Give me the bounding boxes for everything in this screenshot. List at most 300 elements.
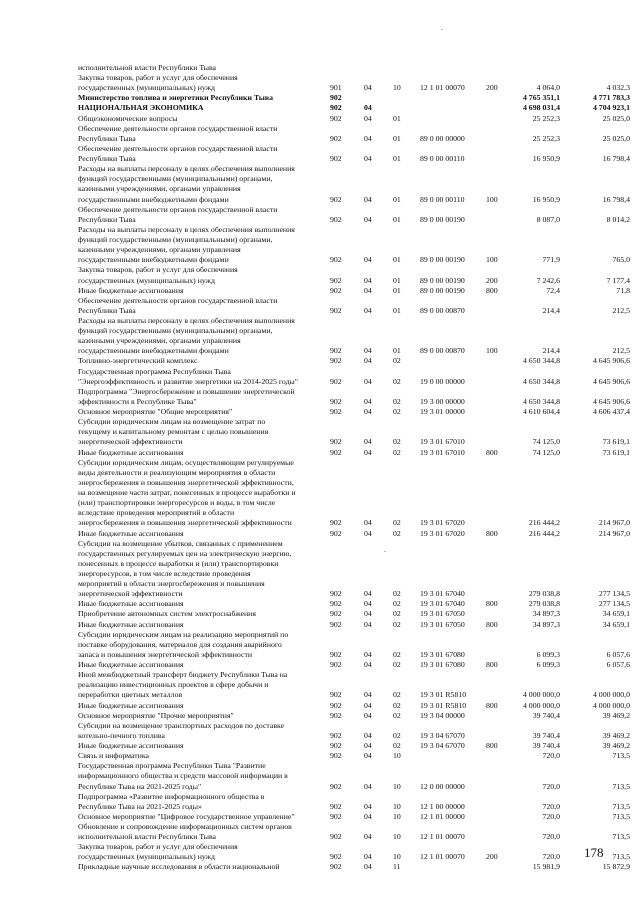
row-name: на возмещение части затрат, понесенных в процессе выработки и — [78, 488, 296, 498]
row-section: 04 — [364, 690, 372, 700]
row-name: Иные бюджетные ассигнования — [78, 619, 184, 629]
row-name: реализацию инвестиционных проектов в сфере добычи и — [78, 680, 269, 690]
row-target-article: 12 0 00 00000 — [420, 781, 465, 791]
row-sum-first: 279 038,8 — [528, 589, 560, 599]
row-subsection: 01 — [393, 255, 401, 265]
row-sum-second: 39 469,2 — [602, 710, 630, 720]
row-expense-type: 100 — [486, 194, 498, 204]
row-target-article: 89 0 00 00110 — [420, 194, 465, 204]
row-sum-first: 4 000 000,0 — [522, 690, 560, 700]
row-section: 04 — [364, 214, 372, 224]
row-name: Приобретение автономных систем электроснабжения — [78, 609, 256, 619]
row-name: Подпрограмма «Развитие информационного общества в — [78, 791, 265, 801]
row-name: энергосбережения и повышения энергетической эффективности — [78, 518, 292, 528]
row-sum-first: 74 125,0 — [532, 437, 560, 447]
row-expense-type: 200 — [486, 275, 498, 285]
row-sum-first: 720,0 — [542, 801, 560, 811]
row-name: Субсидии юридическим лицам на реализацию мероприятий по — [78, 629, 289, 639]
row-subsection: 01 — [393, 113, 401, 123]
row-sum-second: 73 619,1 — [602, 437, 630, 447]
row-ved: 902 — [330, 528, 342, 538]
table-row — [0, 862, 640, 874]
row-name: мероприятий в области энергосбережения и повышения — [78, 579, 265, 589]
row-target-article: 89 0 00 00870 — [420, 305, 465, 315]
row-expense-type: 800 — [486, 285, 498, 295]
row-sum-first: 34 897,3 — [532, 619, 560, 629]
row-sum-second: 713,5 — [612, 781, 630, 791]
row-name: "Энергоэффективность и развитие энергетики на 2014-2025 годы" — [78, 376, 298, 386]
row-sum-second: 713,5 — [612, 801, 630, 811]
row-sum-second: 713,5 — [612, 811, 630, 821]
row-name: эффективности в Республике Тыва" — [78, 396, 197, 406]
row-sum-first: 16 950,9 — [532, 194, 560, 204]
row-target-article: 89 0 00 00190 — [420, 285, 465, 295]
row-ved: 902 — [330, 619, 342, 629]
row-sum-second: 71,8 — [616, 285, 630, 295]
row-name: Субсидии юридическим лицам, осуществляющим регулируемые — [78, 457, 294, 467]
row-name: функций государственными (муниципальными) органами, — [78, 235, 273, 245]
row-ved: 902 — [330, 407, 342, 417]
row-name: Субсидии на возмещение убытков, связанных с применением — [78, 538, 283, 548]
row-subsection: 02 — [393, 599, 401, 609]
row-sum-second: 713,5 — [612, 751, 630, 761]
row-target-article: 19 3 04 00000 — [420, 710, 465, 720]
row-ved: 902 — [330, 194, 342, 204]
row-name: Обновление и сопровождение информационных систем органов — [78, 822, 292, 831]
row-subsection: 02 — [393, 710, 401, 720]
row-subsection: 11 — [393, 862, 401, 872]
row-sum-first: 39 740,4 — [532, 710, 560, 720]
row-ved: 902 — [330, 781, 342, 791]
row-target-article: 19 3 01 R5810 — [420, 700, 467, 710]
scan-speck — [384, 551, 386, 552]
row-sum-second: 277 134,5 — [598, 589, 630, 599]
row-subsection: 02 — [393, 376, 401, 386]
row-ved: 902 — [330, 710, 342, 720]
row-sum-first: 4 650 344,8 — [522, 356, 560, 366]
row-name: Расходы на выплаты персоналу в целях обеспечения выполнения — [78, 164, 295, 174]
row-sum-second: 73 619,1 — [602, 447, 630, 457]
row-target-article: 19 3 00 00000 — [420, 396, 465, 406]
row-ved: 901 — [330, 83, 342, 93]
row-section: 04 — [364, 649, 372, 659]
row-target-article: 19 3 04 67070 — [420, 741, 465, 751]
row-ved: 902 — [330, 609, 342, 619]
row-section: 04 — [364, 751, 372, 761]
row-name: энергетической эффективности — [78, 589, 183, 599]
row-ved: 902 — [330, 852, 342, 862]
row-section: 04 — [364, 589, 372, 599]
row-sum-first: 771,9 — [542, 255, 560, 265]
row-name: Иные бюджетные ассигнования — [78, 528, 184, 538]
row-sum-first: 720,0 — [542, 832, 560, 842]
row-name: Субсидии юридическим лицам на возмещение затрат по — [78, 417, 266, 427]
row-target-article: 19 3 01 67080 — [420, 649, 465, 659]
row-expense-type: 100 — [486, 346, 498, 356]
row-target-article: 12 1 01 00070 — [420, 852, 465, 862]
row-target-article: 89 0 00 00190 — [420, 214, 465, 224]
row-sum-second: 16 798,4 — [602, 154, 630, 164]
row-name: Прикладные научные исследования в области национальной — [78, 862, 280, 872]
row-sum-first: 4 610 604,4 — [522, 407, 560, 417]
row-subsection: 02 — [393, 619, 401, 629]
row-ved: 902 — [330, 437, 342, 447]
row-subsection: 10 — [393, 781, 401, 791]
row-name: Республики Тыва — [78, 305, 136, 315]
row-name: казенными учреждениями, органами управления — [78, 336, 241, 346]
row-ved: 902 — [330, 103, 342, 113]
row-subsection: 01 — [393, 214, 401, 224]
row-sum-first: 7 242,6 — [536, 275, 560, 285]
row-name: НАЦИОНАЛЬНАЯ ЭКОНОМИКА — [78, 103, 204, 113]
row-target-article: 19 3 01 67080 — [420, 660, 465, 670]
row-section: 04 — [364, 356, 372, 366]
row-target-article: 12 1 01 00070 — [420, 83, 465, 93]
row-section: 04 — [364, 811, 372, 821]
row-sum-second: 277 134,5 — [598, 599, 630, 609]
row-name: поставке оборудования, материалов для создания аварийного — [78, 639, 282, 649]
row-ved: 902 — [330, 356, 342, 366]
row-name: государственных (муниципальных) нужд — [78, 275, 216, 285]
row-sum-first: 720,0 — [542, 811, 560, 821]
row-name: понесенных в процессе выработки и (или) транспортировки — [78, 558, 279, 568]
row-name: котельно-печного топлива — [78, 730, 165, 740]
row-section: 04 — [364, 619, 372, 629]
row-sum-second: 8 014,2 — [606, 214, 630, 224]
row-subsection: 02 — [393, 660, 401, 670]
row-ved: 902 — [330, 214, 342, 224]
row-name: переработки цветных металлов — [78, 690, 183, 700]
row-ved: 902 — [330, 93, 342, 103]
row-expense-type: 100 — [486, 255, 498, 265]
row-sum-first: 216 444,2 — [528, 528, 560, 538]
row-target-article: 19 3 01 67040 — [420, 599, 465, 609]
row-ved: 902 — [330, 447, 342, 457]
row-sum-second: 39 469,2 — [602, 741, 630, 751]
row-sum-second: 713,5 — [612, 832, 630, 842]
row-subsection: 02 — [393, 700, 401, 710]
row-section: 04 — [364, 346, 372, 356]
row-target-article: 19 3 01 67050 — [420, 619, 465, 629]
row-target-article: 12 1 01 00000 — [420, 811, 465, 821]
row-expense-type: 800 — [486, 599, 498, 609]
row-section: 04 — [364, 113, 372, 123]
row-name: функций государственными (муниципальными) органами, — [78, 174, 273, 184]
row-target-article: 19 3 04 67070 — [420, 730, 465, 740]
row-sum-first: 214,4 — [542, 346, 560, 356]
row-name: Иные бюджетные ассигнования — [78, 660, 184, 670]
row-name: запаса и повышения энергетической эффективности — [78, 649, 253, 659]
row-sum-second: 214 967,0 — [598, 528, 630, 538]
row-section: 04 — [364, 599, 372, 609]
row-name: Расходы на выплаты персоналу в целях обеспечения выполнения — [78, 316, 295, 325]
row-subsection: 10 — [393, 852, 401, 862]
row-section: 04 — [364, 305, 372, 315]
row-sum-second: 34 659,1 — [602, 619, 630, 629]
row-sum-second: 4 000 000,0 — [592, 700, 630, 710]
row-sum-second: 4 645 906,6 — [592, 376, 630, 386]
row-name: функций государственными (муниципальными) органами, — [78, 326, 273, 336]
row-section: 04 — [364, 83, 372, 93]
row-name: Иные бюджетные ассигнования — [78, 285, 184, 295]
row-sum-first: 15 981,9 — [532, 862, 560, 872]
row-target-article: 19 0 00 00000 — [420, 376, 465, 386]
row-section: 04 — [364, 730, 372, 740]
row-name: (или) транспортировки энергоресурсов и воды, в том числе — [78, 498, 276, 508]
row-expense-type: 800 — [486, 447, 498, 457]
row-sum-first: 720,0 — [542, 751, 560, 761]
row-name: государственных регулируемых цен на электрическую энергию, — [78, 548, 292, 558]
row-expense-type: 800 — [486, 700, 498, 710]
row-name: Республики Тыва — [78, 214, 136, 224]
row-section: 04 — [364, 852, 372, 862]
row-subsection: 02 — [393, 396, 401, 406]
row-ved: 902 — [330, 730, 342, 740]
row-subsection: 01 — [393, 275, 401, 285]
row-name: Подпрограмма "Энергосбережение и повышение энергетической — [78, 386, 295, 396]
row-target-article: 19 3 01 67050 — [420, 609, 465, 619]
row-name: государственными внебюджетными фондами — [78, 255, 229, 265]
row-sum-second: 4 000 000,0 — [592, 690, 630, 700]
row-sum-first: 4 650 344,8 — [522, 376, 560, 386]
row-sum-second: 4 645 906,6 — [592, 396, 630, 406]
row-subsection: 02 — [393, 518, 401, 528]
row-target-article: 19 3 01 67020 — [420, 518, 465, 528]
scan-speck — [441, 29, 443, 30]
row-sum-first: 39 740,4 — [532, 730, 560, 740]
row-sum-second: 4 771 783,3 — [592, 93, 630, 103]
row-sum-first: 4 000 000,0 — [522, 700, 560, 710]
row-ved: 902 — [330, 599, 342, 609]
row-section: 04 — [364, 862, 372, 872]
row-section: 04 — [364, 781, 372, 791]
row-subsection: 01 — [393, 154, 401, 164]
row-name: Закупка товаров, работ и услуг для обеспечения — [78, 73, 238, 83]
row-ved: 902 — [330, 741, 342, 751]
row-ved: 902 — [330, 285, 342, 295]
row-name: Закупка товаров, работ и услуг для обеспечения — [78, 265, 238, 275]
row-sum-second: 212,5 — [612, 305, 630, 315]
row-name: Связь и информатика — [78, 751, 149, 761]
row-sum-first: 25 252,3 — [532, 113, 560, 123]
row-section: 04 — [364, 255, 372, 265]
row-subsection: 01 — [393, 194, 401, 204]
row-name: вследствие проведения мероприятий в области — [78, 508, 235, 518]
row-subsection: 10 — [393, 751, 401, 761]
row-section: 04 — [364, 407, 372, 417]
row-target-article: 89 0 00 00190 — [420, 275, 465, 285]
row-target-article: 89 0 00 00190 — [420, 255, 465, 265]
row-section: 04 — [364, 447, 372, 457]
row-expense-type: 800 — [486, 660, 498, 670]
row-section: 04 — [364, 700, 372, 710]
row-sum-first: 6 099,3 — [536, 660, 560, 670]
row-ved: 902 — [330, 751, 342, 761]
row-name: Основное мероприятие "Прочие мероприятия" — [78, 710, 234, 720]
row-sum-second: 25 025,0 — [602, 133, 630, 143]
row-section: 04 — [364, 660, 372, 670]
row-name: Обеспечение деятельности органов государственной власти — [78, 204, 278, 214]
row-section: 04 — [364, 396, 372, 406]
row-section: 04 — [364, 741, 372, 751]
row-expense-type: 200 — [486, 852, 498, 862]
row-target-article: 12 1 01 00070 — [420, 832, 465, 842]
row-sum-second: 4 645 906,6 — [592, 356, 630, 366]
row-name: Основное мероприятие "Цифровое государственное управление" — [78, 811, 295, 821]
row-name: информационного общества и средств массовой информации в — [78, 771, 288, 781]
row-section: 04 — [364, 609, 372, 619]
row-section: 04 — [364, 275, 372, 285]
row-sum-second: 15 872,9 — [602, 862, 630, 872]
row-ved: 902 — [330, 275, 342, 285]
row-name: государственных (муниципальных) нужд — [78, 852, 216, 862]
row-target-article: 19 3 01 R5810 — [420, 690, 467, 700]
row-name: Республике Тыва на 2021-2025 годы» — [78, 801, 202, 811]
row-subsection: 10 — [393, 801, 401, 811]
row-target-article: 12 1 00 00000 — [420, 801, 465, 811]
row-ved: 902 — [330, 113, 342, 123]
row-name: Обеспечение деятельности органов государственной власти — [78, 295, 278, 305]
row-target-article: 89 0 00 00000 — [420, 133, 465, 143]
row-subsection: 02 — [393, 528, 401, 538]
row-ved: 902 — [330, 133, 342, 143]
row-sum-first: 4 765 351,1 — [522, 93, 560, 103]
row-ved: 902 — [330, 154, 342, 164]
row-sum-second: 6 057,6 — [606, 649, 630, 659]
row-subsection: 10 — [393, 832, 401, 842]
row-sum-second: 212,5 — [612, 346, 630, 356]
row-section: 04 — [364, 437, 372, 447]
row-ved: 902 — [330, 862, 342, 872]
row-section: 04 — [364, 801, 372, 811]
row-name: казенными учреждениями, органами управления — [78, 245, 241, 255]
row-expense-type: 800 — [486, 741, 498, 751]
row-sum-first: 39 740,4 — [532, 741, 560, 751]
row-section: 04 — [364, 832, 372, 842]
row-target-article: 19 3 01 67010 — [420, 447, 465, 457]
row-sum-second: 39 469,2 — [602, 730, 630, 740]
row-name: Республики Тыва — [78, 154, 136, 164]
row-subsection: 02 — [393, 690, 401, 700]
row-sum-first: 4 064,0 — [536, 83, 560, 93]
row-subsection: 02 — [393, 356, 401, 366]
row-section: 04 — [364, 133, 372, 143]
row-name: текущему и капитальному ремонтам с целью повышения — [78, 427, 269, 437]
row-sum-second: 7 177,4 — [606, 275, 630, 285]
row-sum-second: 6 057,6 — [606, 660, 630, 670]
row-ved: 902 — [330, 589, 342, 599]
row-name: Топливно-энергетический комплекс — [78, 356, 198, 366]
row-name: Общеэкономические вопросы — [78, 113, 178, 123]
row-ved: 902 — [330, 396, 342, 406]
row-subsection: 01 — [393, 133, 401, 143]
row-target-article: 89 0 00 00870 — [420, 346, 465, 356]
row-subsection: 01 — [393, 346, 401, 356]
row-subsection: 02 — [393, 407, 401, 417]
row-ved: 902 — [330, 700, 342, 710]
row-sum-second: 25 025,0 — [602, 113, 630, 123]
row-ved: 902 — [330, 660, 342, 670]
row-name: Иные бюджетные ассигнования — [78, 741, 184, 751]
row-name: энергосбережения и повышения энергетической эффективности, — [78, 477, 294, 487]
row-sum-first: 216 444,2 — [528, 518, 560, 528]
row-ved: 902 — [330, 811, 342, 821]
row-sum-first: 6 099,3 — [536, 649, 560, 659]
row-subsection: 02 — [393, 609, 401, 619]
row-name: Государственная программа Республики Тыва — [78, 366, 231, 376]
row-name: Основное мероприятие "Общие мероприятия" — [78, 407, 233, 417]
row-name: Республике Тыва на 2021-2025 годы" — [78, 781, 202, 791]
row-name: государственными внебюджетными фондами — [78, 194, 229, 204]
row-sum-first: 4 650 344,8 — [522, 396, 560, 406]
row-subsection: 01 — [393, 285, 401, 295]
row-sum-first: 8 087,0 — [536, 214, 560, 224]
row-section: 04 — [364, 518, 372, 528]
row-subsection: 10 — [393, 83, 401, 93]
row-section: 04 — [364, 103, 372, 113]
row-ved: 902 — [330, 649, 342, 659]
row-name: исполнительной власти Республики Тыва — [78, 832, 216, 842]
row-name: Обеспечение деятельности органов государственной власти — [78, 123, 278, 133]
row-sum-second: 4 606 437,4 — [592, 407, 630, 417]
row-name: Иные бюджетные ассигнования — [78, 700, 184, 710]
row-sum-first: 34 897,3 — [532, 609, 560, 619]
row-sum-first: 25 252,3 — [532, 133, 560, 143]
row-subsection: 02 — [393, 730, 401, 740]
row-sum-first: 279 038,8 — [528, 599, 560, 609]
row-ved: 902 — [330, 690, 342, 700]
row-subsection: 02 — [393, 589, 401, 599]
row-name: Республики Тыва — [78, 133, 136, 143]
row-subsection: 01 — [393, 305, 401, 315]
row-section: 04 — [364, 376, 372, 386]
row-target-article: 19 3 01 67020 — [420, 528, 465, 538]
row-name: энергоресурсов, в том числе вследствие проведения — [78, 569, 251, 578]
row-sum-first: 16 950,9 — [532, 154, 560, 164]
row-section: 04 — [364, 194, 372, 204]
row-ved: 902 — [330, 801, 342, 811]
row-subsection: 02 — [393, 447, 401, 457]
row-sum-first: 214,4 — [542, 305, 560, 315]
row-sum-second: 16 798,4 — [602, 194, 630, 204]
row-name: государственными внебюджетными фондами — [78, 346, 229, 356]
row-ved: 902 — [330, 305, 342, 315]
row-subsection: 02 — [393, 437, 401, 447]
row-ved: 902 — [330, 518, 342, 528]
row-name: Иные бюджетные ассигнования — [78, 447, 184, 457]
row-name: Расходы на выплаты персоналу в целях обеспечения выполнения — [78, 224, 295, 234]
row-name: Обеспечение деятельности органов государственной власти — [78, 143, 278, 153]
row-sum-first: 720,0 — [542, 781, 560, 791]
row-sum-second: 214 967,0 — [598, 518, 630, 528]
row-name: Министерство топлива и энергетики Республики Тыва — [78, 93, 273, 103]
row-name: Субсидии на возмещение транспортных расходов по доставке — [78, 720, 285, 730]
row-target-article: 19 3 01 67010 — [420, 437, 465, 447]
row-sum-second: 34 659,1 — [602, 609, 630, 619]
row-expense-type: 200 — [486, 83, 498, 93]
row-sum-first: 74 125,0 — [532, 447, 560, 457]
row-expense-type: 800 — [486, 619, 498, 629]
row-ved: 902 — [330, 376, 342, 386]
row-sum-second: 713,5 — [612, 852, 630, 862]
row-section: 04 — [364, 285, 372, 295]
row-sum-first: 72,4 — [546, 285, 560, 295]
row-name: Закупка товаров, работ и услуг для обеспечения — [78, 842, 238, 852]
row-name: исполнительной власти Республики Тыва — [78, 63, 216, 72]
row-sum-second: 4 704 923,1 — [592, 103, 630, 113]
row-sum-first: 4 698 031,4 — [522, 103, 560, 113]
page-number: 178 — [584, 845, 604, 860]
